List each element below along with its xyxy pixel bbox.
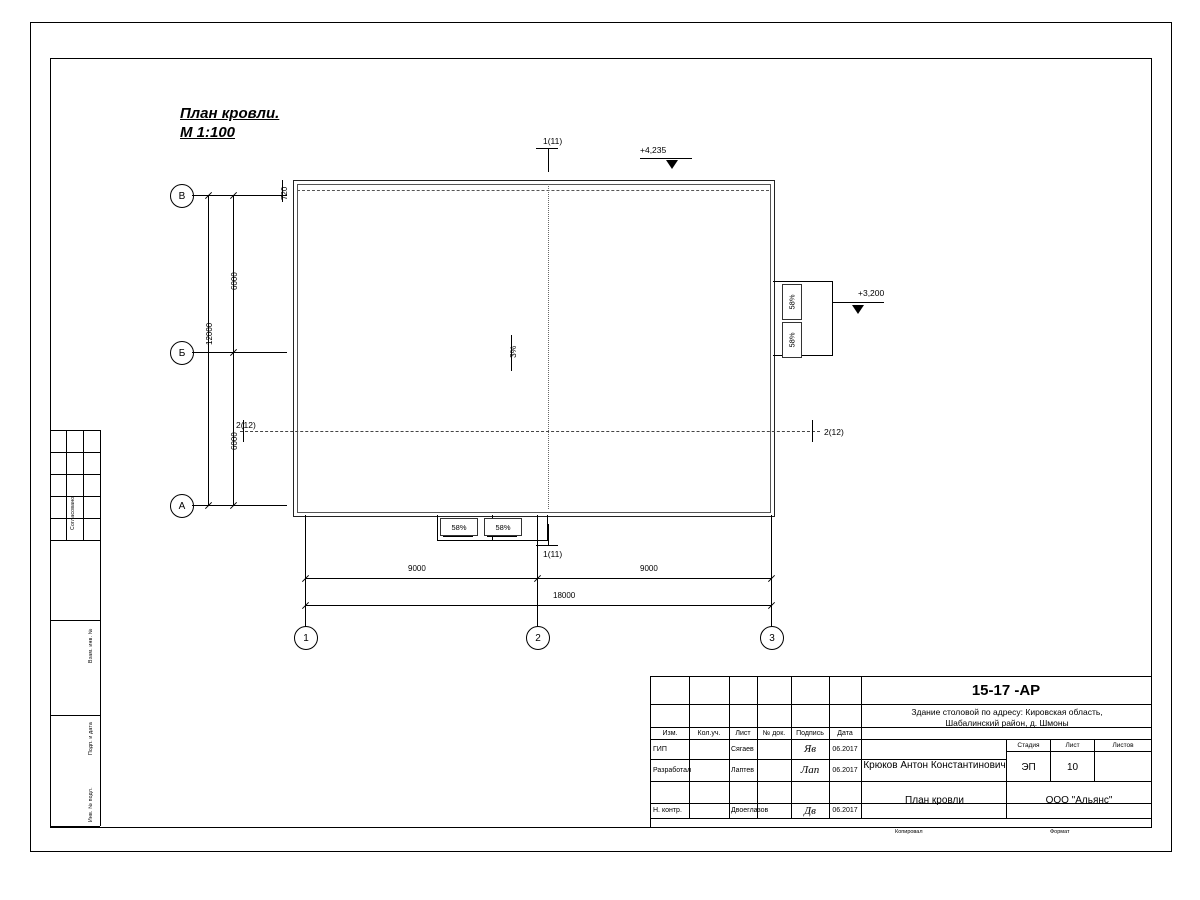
company-name: ООО "Альянс" bbox=[1045, 794, 1113, 806]
elevation-label-low: +3,200 bbox=[858, 288, 885, 298]
axis-bubble-v-1[interactable]: Б bbox=[170, 341, 194, 365]
axis-line-h-2 bbox=[771, 515, 772, 627]
elevation-label-high: +4,235 bbox=[640, 145, 667, 155]
caption-format: Формат bbox=[1050, 829, 1070, 835]
header-podpis: Подпись bbox=[796, 729, 824, 737]
axis-line-v-1 bbox=[192, 352, 287, 353]
elevation-leader-high bbox=[640, 158, 692, 159]
role-2-signature: Дв bbox=[804, 804, 816, 817]
section-label-left: 2(12) bbox=[236, 420, 256, 430]
slope-arrow-bottom-right bbox=[487, 536, 517, 537]
axis-bubble-v-2[interactable]: А bbox=[170, 494, 194, 518]
axis-bubble-h-0[interactable]: 1 bbox=[294, 626, 318, 650]
sheet-name: План кровли bbox=[905, 794, 964, 806]
header-stadiya: Стадия bbox=[1017, 741, 1040, 749]
slope-box-right-bottom-label: 58% bbox=[787, 332, 797, 348]
dim-label-parapet: 720 bbox=[280, 186, 289, 200]
slope-label-main: 3% bbox=[508, 345, 518, 358]
section-cut-line-horizontal bbox=[240, 431, 820, 432]
role-1-title: Разработал bbox=[653, 766, 692, 774]
object-name-line2: Шабалинский район, д. Шмоны bbox=[945, 717, 1069, 728]
slope-box-right-top bbox=[782, 284, 802, 320]
slope-box-bottom-left: 58% bbox=[440, 518, 478, 536]
header-listov: Листов bbox=[1112, 741, 1134, 749]
role-1-name: Лаптев bbox=[731, 766, 755, 774]
roof-ridge-line bbox=[548, 184, 549, 509]
axis-bubble-h-1[interactable]: 2 bbox=[526, 626, 550, 650]
slope-box-bottom-right: 58% bbox=[484, 518, 522, 536]
entrance-roof-left-edge bbox=[437, 515, 438, 541]
roof-parapet-line bbox=[297, 190, 769, 191]
section-mark-top-tail bbox=[548, 148, 549, 172]
dim-chain-h-outer bbox=[305, 605, 771, 606]
caption-kopiroval: Копировал bbox=[895, 829, 923, 835]
axis-bubble-h-2[interactable]: 3 bbox=[760, 626, 784, 650]
dim-label-v-total: 12000 bbox=[205, 322, 214, 345]
role-2-title: Н. контр. bbox=[653, 807, 682, 814]
role-1-signature: Лап bbox=[800, 764, 820, 776]
dim-label-h-left: 9000 bbox=[408, 564, 426, 573]
elevation-arrow-low bbox=[852, 305, 864, 314]
header-list: Лист bbox=[735, 729, 751, 737]
slope-box-right-top-label: 58% bbox=[787, 294, 797, 310]
annex-roof-top-edge bbox=[773, 281, 833, 282]
role-0-name: Сягаев bbox=[731, 745, 754, 753]
margin-label-soglasovano: Согласовано bbox=[70, 496, 76, 530]
header-list2: Лист bbox=[1065, 741, 1080, 749]
header-data: Дата bbox=[837, 729, 853, 737]
plan-title-line1: План кровли. bbox=[180, 105, 280, 122]
annex-roof-right-edge bbox=[832, 281, 833, 356]
dim-label-h-right: 9000 bbox=[640, 564, 658, 573]
section-label-bottom: 1(11) bbox=[543, 549, 563, 559]
customer-name: Крюков Антон Константинович bbox=[863, 759, 1006, 771]
margin-label-inv-podl: Инв. № подл. bbox=[88, 787, 94, 822]
axis-line-h-1 bbox=[537, 515, 538, 627]
role-0-title: ГИП bbox=[653, 745, 667, 753]
axis-bubble-v-0[interactable]: В bbox=[170, 184, 194, 208]
header-nd-dok: № док. bbox=[762, 729, 786, 737]
section-mark-right-tail bbox=[812, 420, 813, 442]
section-mark-bottom-tail bbox=[548, 524, 549, 546]
elevation-arrow-high bbox=[666, 160, 678, 169]
elevation-leader-low bbox=[832, 302, 884, 303]
project-code: 15-17 -АР bbox=[971, 682, 1041, 699]
roof-inner-outline bbox=[297, 184, 771, 513]
section-mark-top-line bbox=[536, 148, 558, 149]
header-kol-uch: Кол.уч. bbox=[697, 729, 721, 737]
dim-chain-v-outer bbox=[208, 195, 209, 505]
stage-value: ЭП bbox=[1021, 761, 1036, 773]
section-label-top: 1(11) bbox=[543, 136, 563, 146]
slope-arrow-bottom-left bbox=[443, 536, 473, 537]
margin-label-vzam-inv: Взам. инв. № bbox=[88, 628, 94, 663]
object-name-line1: Здание столовой по адресу: Кировская область, bbox=[911, 706, 1103, 717]
role-0-signature: Яв bbox=[803, 743, 816, 755]
role-2-name: Двоеглазов bbox=[731, 807, 769, 814]
plan-title-line2: М 1:100 bbox=[180, 124, 236, 141]
margin-label-podp-data: Подп. и дата bbox=[88, 722, 94, 755]
role-2-date: 06.2017 bbox=[832, 807, 858, 814]
role-1-date: 06.2017 bbox=[832, 766, 858, 774]
role-0-date: 06.2017 bbox=[832, 745, 858, 753]
dim-label-v-lower: 6000 bbox=[230, 432, 239, 450]
page-title bbox=[180, 104, 279, 142]
axis-line-h-0 bbox=[305, 515, 306, 627]
title-block bbox=[650, 676, 1152, 828]
sheet-number: 10 bbox=[1066, 761, 1079, 773]
dim-label-v-upper: 6000 bbox=[230, 272, 239, 290]
header-izm: Изм. bbox=[662, 729, 678, 737]
slope-box-right-bottom bbox=[782, 322, 802, 358]
dim-label-h-total: 18000 bbox=[553, 591, 576, 600]
sheets-total bbox=[1095, 753, 1151, 781]
section-mark-bottom-line bbox=[536, 545, 558, 546]
section-label-right: 2(12) bbox=[824, 427, 844, 437]
